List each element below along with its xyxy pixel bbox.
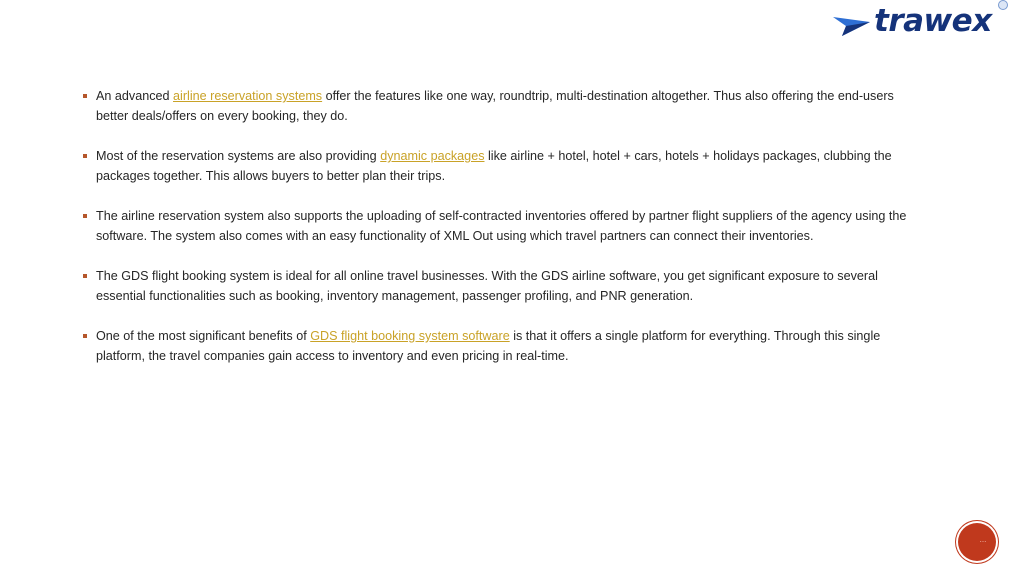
square-bullet-icon — [83, 334, 87, 338]
bullet-4-text: The GDS flight booking system is ideal for all online travel businesses. With the GDS airline software, you get significant exposure to several essential functionalities such as booking, inventory management, passenger profiling, and PNR generation. — [96, 269, 878, 303]
bullet-2-text-after: like airline + hotel, hotel + cars, hotels + holidays packages, clubbing the packages together. This allows buyers to better plan their trips. — [96, 149, 892, 183]
bullet-item-4 — [80, 266, 916, 306]
bullet-5-text-before: One of the most significant benefits of — [96, 329, 311, 343]
bullet-5-text-after: is that it offers a single platform for everything. Through this single platform, the travel companies gain access to inventory and even pricing in real-time. — [96, 329, 881, 363]
gds-flight-booking-software-link[interactable]: GDS flight booking system software — [310, 329, 510, 343]
bullet-item-1 — [80, 86, 916, 126]
dynamic-packages-link[interactable]: dynamic packages — [380, 149, 485, 163]
page-number-badge-icon — [958, 523, 996, 561]
bullet-list — [80, 86, 916, 366]
bullet-1-text-after: offer the features like one way, roundtrip, multi-destination altogether. Thus also offering the end-users better deals/offers on every booking, they do. — [96, 89, 894, 123]
square-bullet-icon — [83, 214, 87, 218]
airline-reservation-systems-link[interactable]: airline reservation systems — [173, 89, 323, 103]
bullet-item-3 — [80, 206, 916, 246]
square-bullet-icon — [83, 154, 87, 158]
bullet-item-5 — [80, 326, 916, 366]
bullet-1-text-before: An advanced — [96, 89, 174, 103]
arrow-swoosh-icon — [832, 11, 872, 37]
trawex-logo — [832, 2, 1010, 40]
registered-mark-icon — [998, 0, 1008, 10]
square-bullet-icon — [83, 94, 87, 98]
bullet-item-2 — [80, 146, 916, 186]
square-bullet-icon — [83, 274, 87, 278]
logo-wordmark: trawex — [874, 2, 992, 39]
page-number-text: ··· — [979, 538, 987, 546]
bullet-2-text-before: Most of the reservation systems are also providing — [96, 149, 381, 163]
bullet-3-text: The airline reservation system also supports the uploading of self-contracted inventories offered by partner flight suppliers of the agency using the software. The system also comes with an easy functionality of XML Out using which travel partners can connect their inventories. — [96, 209, 907, 243]
